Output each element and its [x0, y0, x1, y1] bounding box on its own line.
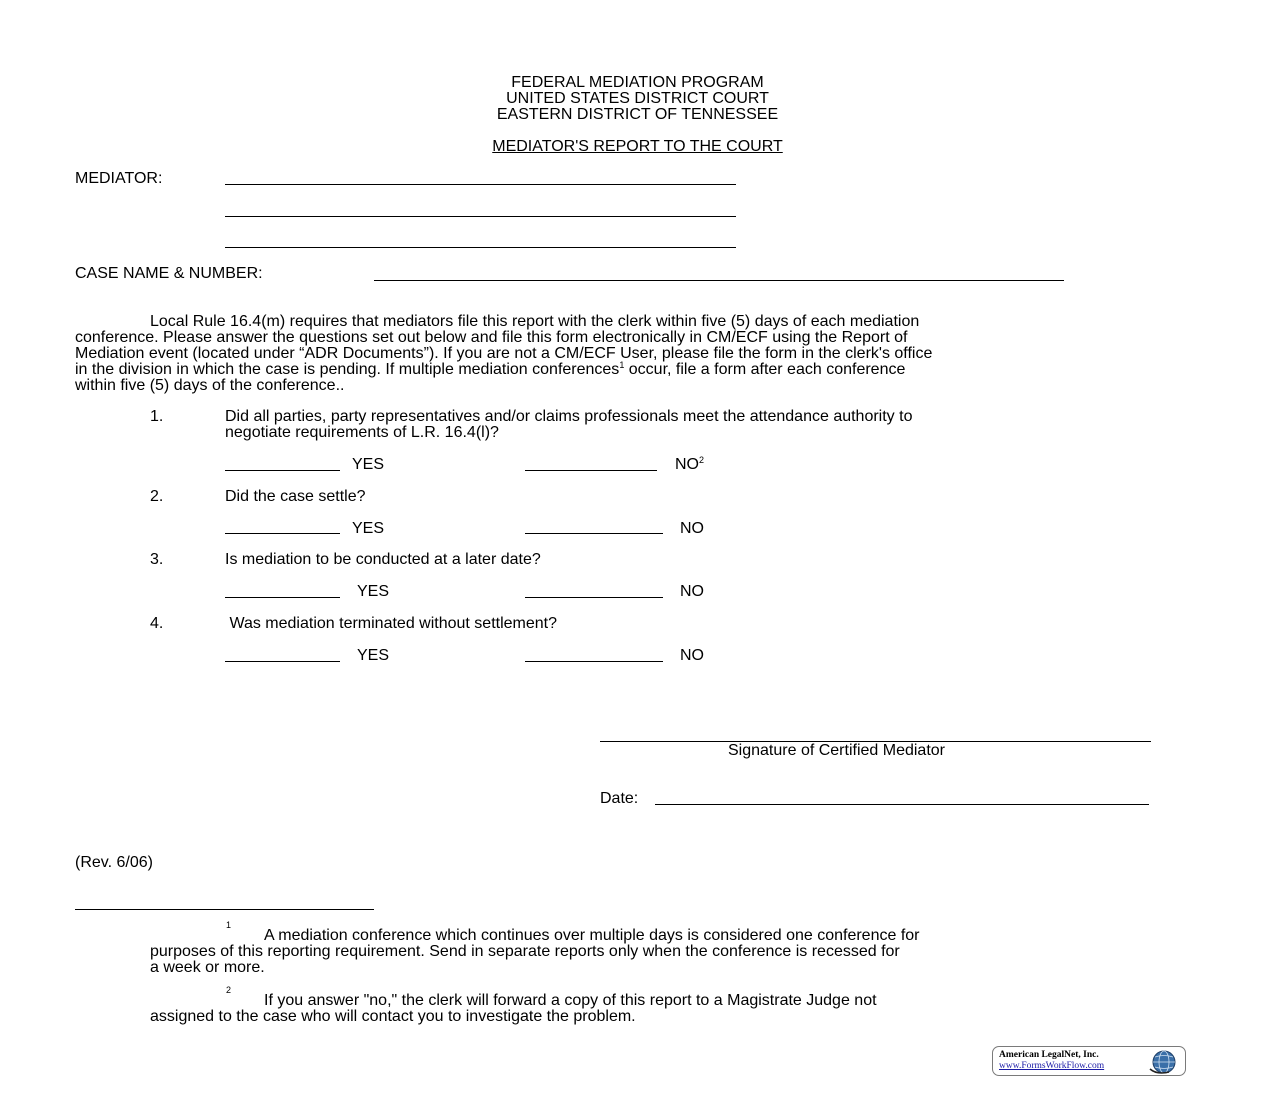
question-4-no-label: NO — [680, 647, 704, 664]
footnote-separator — [75, 909, 374, 910]
question-1-text-cont: negotiate requirements of L.R. 16.4(l)? — [225, 424, 499, 441]
intro-line: within five (5) days of the conference.. — [75, 377, 345, 394]
question-1-yes-label: YES — [352, 456, 385, 473]
question-2-no-line[interactable] — [525, 533, 663, 534]
intro-line: conference. Please answer the questions set out below and file this form electronically in CM/ECF using the Report of — [75, 329, 908, 346]
footnote-ref-2: 2 — [699, 455, 705, 465]
footnote-line: A mediation conference which continues over multiple days is considered one conference for — [264, 927, 920, 944]
question-2-no-label: NO — [680, 520, 704, 537]
question-3-no-label: NO — [680, 583, 704, 600]
question-1-text: Did all parties, party representatives and/or claims professionals meet the attendance authority to — [225, 408, 913, 425]
case-name-line[interactable] — [374, 280, 1064, 281]
mediator-line-1[interactable] — [225, 184, 736, 185]
question-3-text: Is mediation to be conducted at a later date? — [225, 551, 541, 568]
mediator-line-3[interactable] — [225, 247, 736, 248]
revision-note: (Rev. 6/06) — [75, 854, 153, 871]
footnote-2 — [150, 993, 877, 1025]
footnote-1 — [150, 928, 919, 976]
footnote-line: assigned to the case who will contact you to investigate the problem. — [150, 1008, 636, 1025]
question-4-yes-line[interactable] — [225, 661, 340, 662]
question-4-yes-label: YES — [357, 647, 390, 664]
mediator-label: MEDIATOR: — [75, 170, 163, 187]
question-3-number: 3. — [150, 551, 164, 568]
header-line-2: UNITED STATES DISTRICT COURT — [506, 90, 769, 107]
question-3-no-line[interactable] — [525, 597, 663, 598]
header-line-3: EASTERN DISTRICT OF TENNESSEE — [496, 106, 779, 123]
question-4-text: Was mediation terminated without settlement? — [225, 615, 558, 632]
question-4-number: 4. — [150, 615, 164, 632]
question-2-yes-line[interactable] — [225, 533, 340, 534]
date-label: Date: — [600, 790, 639, 807]
case-name-label: CASE NAME & NUMBER: — [75, 265, 263, 282]
question-3-yes-label: YES — [357, 583, 390, 600]
vendor-badge[interactable] — [992, 1046, 1186, 1076]
vendor-company: American LegalNet, Inc. — [999, 1050, 1099, 1060]
question-3-yes-line[interactable] — [225, 597, 340, 598]
question-1-no-label: $NO^2$ — [675, 455, 705, 473]
footnote-line: purposes of this reporting requirement. Send in separate reports only when the conference is recessed for — [150, 943, 900, 960]
question-1-no-line[interactable] — [525, 470, 657, 471]
footnote-ref-1: 1 — [619, 360, 625, 370]
signature-label: Signature of Certified Mediator — [728, 742, 945, 759]
question-2-number: 2. — [150, 488, 164, 505]
question-4-no-line[interactable] — [525, 661, 663, 662]
question-2-text: Did the case settle? — [225, 488, 366, 505]
date-line[interactable] — [655, 804, 1149, 805]
intro-line: Mediation event (located under “ADR Documents”). If you are not a CM/ECF User, please file the form in the clerk's office — [75, 345, 933, 362]
intro-paragraph — [75, 314, 1195, 394]
form-title: MEDIATOR'S REPORT TO THE COURT — [492, 138, 783, 155]
question-1-number: 1. — [150, 408, 164, 425]
intro-line: Local Rule 16.4(m) requires that mediators file this report with the clerk within five (5) days of each mediation — [150, 313, 920, 330]
mediator-line-2[interactable] — [225, 216, 736, 217]
vendor-url-link[interactable]: www.FormsWorkFlow.com — [999, 1061, 1105, 1071]
question-2-yes-label: YES — [352, 520, 385, 537]
footnote-1-mark: 1 — [226, 920, 232, 930]
footnote-line: If you answer "no," the clerk will forward a copy of this report to a Magistrate Judge not — [264, 992, 877, 1009]
question-1-yes-line[interactable] — [225, 470, 340, 471]
header-line-1: FEDERAL MEDIATION PROGRAM — [511, 74, 764, 91]
footnote-line: a week or more. — [150, 959, 265, 976]
intro-line: in the division in which the case is pending. If multiple mediation conferences$^1$ occur, file a form after each conference — [75, 360, 906, 378]
globe-icon — [1147, 1049, 1181, 1075]
footnote-2-mark: 2 — [226, 985, 232, 995]
